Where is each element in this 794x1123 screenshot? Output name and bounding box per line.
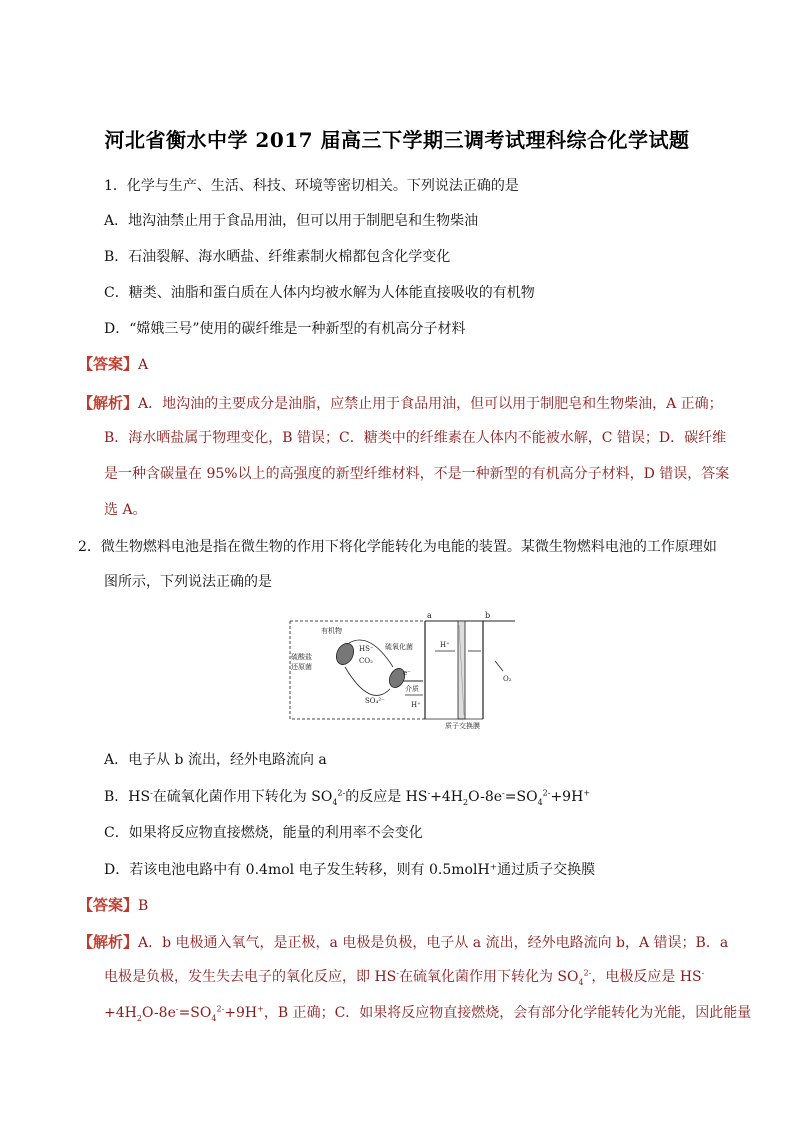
text-fragment: +9H xyxy=(224,1005,258,1021)
page-title: 河北省衡水中学 2017 届高三下学期三调考试理科综合化学试题 xyxy=(104,128,690,152)
q1-option-d: D．“嫦娥三号”使用的碳纤维是一种新型的有机高分子材料 xyxy=(104,321,466,337)
label-sulfate-bacteria-1: 硫酸盐 xyxy=(291,653,312,661)
label-so4: SO₄²⁻ xyxy=(365,697,385,705)
text-fragment: +9H xyxy=(550,789,584,805)
analysis-tag: 【解析】 xyxy=(78,933,139,951)
label-a: a xyxy=(427,611,432,620)
sulfate-reducing-bacteria xyxy=(333,641,357,668)
q1-analysis-line-1 xyxy=(78,393,723,414)
q2-analysis-line-1 xyxy=(78,932,728,953)
q2-option-a: A．电子从 b 流出，经外电路流向 a xyxy=(104,752,327,768)
label-membrane: 质子交换膜 xyxy=(445,722,480,729)
q2-option-d: D．若该电池电路中有 0.4mol 电子发生转移，则有 0.5molH⁺通过质子交换膜 xyxy=(104,862,596,878)
label-o2: O₂ xyxy=(503,675,512,683)
analysis-tag: 【解析】 xyxy=(78,394,139,412)
label-b: b xyxy=(485,611,491,620)
q1-analysis-line-4: 选 A。 xyxy=(104,502,147,518)
label-sulfur-bacteria: 硫氧化菌 xyxy=(385,643,413,651)
fuel-cell-diagram xyxy=(285,611,525,729)
q2-answer xyxy=(78,895,148,916)
text-fragment: 的反应是 HS xyxy=(345,789,428,805)
q1-stem: 1．化学与生产、生活、科技、环境等密切相关。下列说法正确的是 xyxy=(104,178,519,194)
label-organic: 有机物 xyxy=(321,627,342,635)
answer-tag: 【答案】 xyxy=(78,355,139,373)
q1-option-c: C．糖类、油脂和蛋白质在人体内均被水解为人体能直接吸收的有机物 xyxy=(104,285,535,301)
text-fragment: B．HS xyxy=(104,789,151,805)
q1-option-b: B．石油裂解、海水晒盐、纤维素制火棉都包含化学变化 xyxy=(104,249,451,265)
answer-value: A xyxy=(138,357,149,373)
analysis-text: A．b 电极通入氧气，是正极，a 电极是负极，电子从 a 流出，经外电路流向 b，A 错误；B．a xyxy=(138,935,729,951)
label-hs: HS⁻ xyxy=(359,645,374,653)
analysis-text: A．地沟油的主要成分是油脂，应禁止用于食品用油，但可以用于制肥皂和生物柴油，A 正确； xyxy=(138,396,723,412)
label-h-plus-1: H⁺ xyxy=(440,641,450,649)
q2-stem-line-1: 2．微生物燃料电池是指在微生物的作用下将化学能转化为电能的装置。某微生物燃料电池的工作原理如 xyxy=(78,539,717,555)
text-fragment: =SO xyxy=(178,1005,212,1021)
answer-value: B xyxy=(138,898,149,914)
text-fragment: ，B 正确；C．如果将反应物直接燃烧，会有部分化学能转化为光能，因此能量 xyxy=(263,1005,752,1021)
label-sulfate-bacteria-2: 还原菌 xyxy=(291,663,312,671)
q1-analysis-line-3: 是一种含碳量在 95%以上的高强度的新型纤维材料，不是一种新型的有机高分子材料，D 错误，答案 xyxy=(104,466,730,482)
text-fragment: 在硫氧化菌作用下转化为 SO xyxy=(152,789,333,805)
q2-option-c: C．如果将反应物直接燃烧，能量的利用率不会变化 xyxy=(104,825,423,841)
text-fragment: 电极是负极，发生失去电子的氧化反应，即 HS xyxy=(104,969,397,985)
label-electron: e⁻ xyxy=(403,669,411,677)
text-fragment: 在硫氧化菌作用下转化为 SO xyxy=(398,969,579,985)
text-fragment: O-8e xyxy=(141,1005,176,1021)
label-h-plus-2: H⁺ xyxy=(411,701,421,709)
text-fragment: ，电极反应是 HS xyxy=(591,969,702,985)
q1-option-a: A．地沟油禁止用于食品用油，但可以用于制肥皂和生物柴油 xyxy=(104,213,479,229)
q2-stem-line-2: 图所示，下列说法正确的是 xyxy=(104,574,272,590)
q1-analysis-line-2: B．海水晒盐属于物理变化，B 错误；C．糖类中的纤维素在人体内不能被水解，C 错误；D．碳纤维 xyxy=(104,430,727,446)
q2-option-b: B．HS-在硫氧化菌作用下转化为 $SO_4^{2-}$的反应是 $HS^-+4H_2O-8e^-=SO_4^{2-}+9H^+$ xyxy=(104,788,591,807)
answer-tag: 【答案】 xyxy=(78,896,139,914)
label-co2: CO₂ xyxy=(359,657,373,665)
q2-analysis-line-2: 电极是负极，发生失去电子的氧化反应，即 HS-在硫氧化菌作用下转化为 $SO_4^{2-}$，电极反应是 HS- xyxy=(104,968,705,987)
q1-answer xyxy=(78,354,148,375)
text-fragment: +4H xyxy=(430,789,464,805)
q2-analysis-line-3: $+4H_2O-8e^-=SO_4^{2-}+9H^+$，B 正确；C．如果将反应物直接燃烧，会有部分化学能转化为光能，因此能量 xyxy=(104,1004,752,1023)
text-fragment: O-8e xyxy=(468,789,503,805)
label-medium: 介质 xyxy=(405,685,419,693)
text-fragment: +4H xyxy=(104,1005,137,1021)
text-fragment: =SO xyxy=(504,789,538,805)
